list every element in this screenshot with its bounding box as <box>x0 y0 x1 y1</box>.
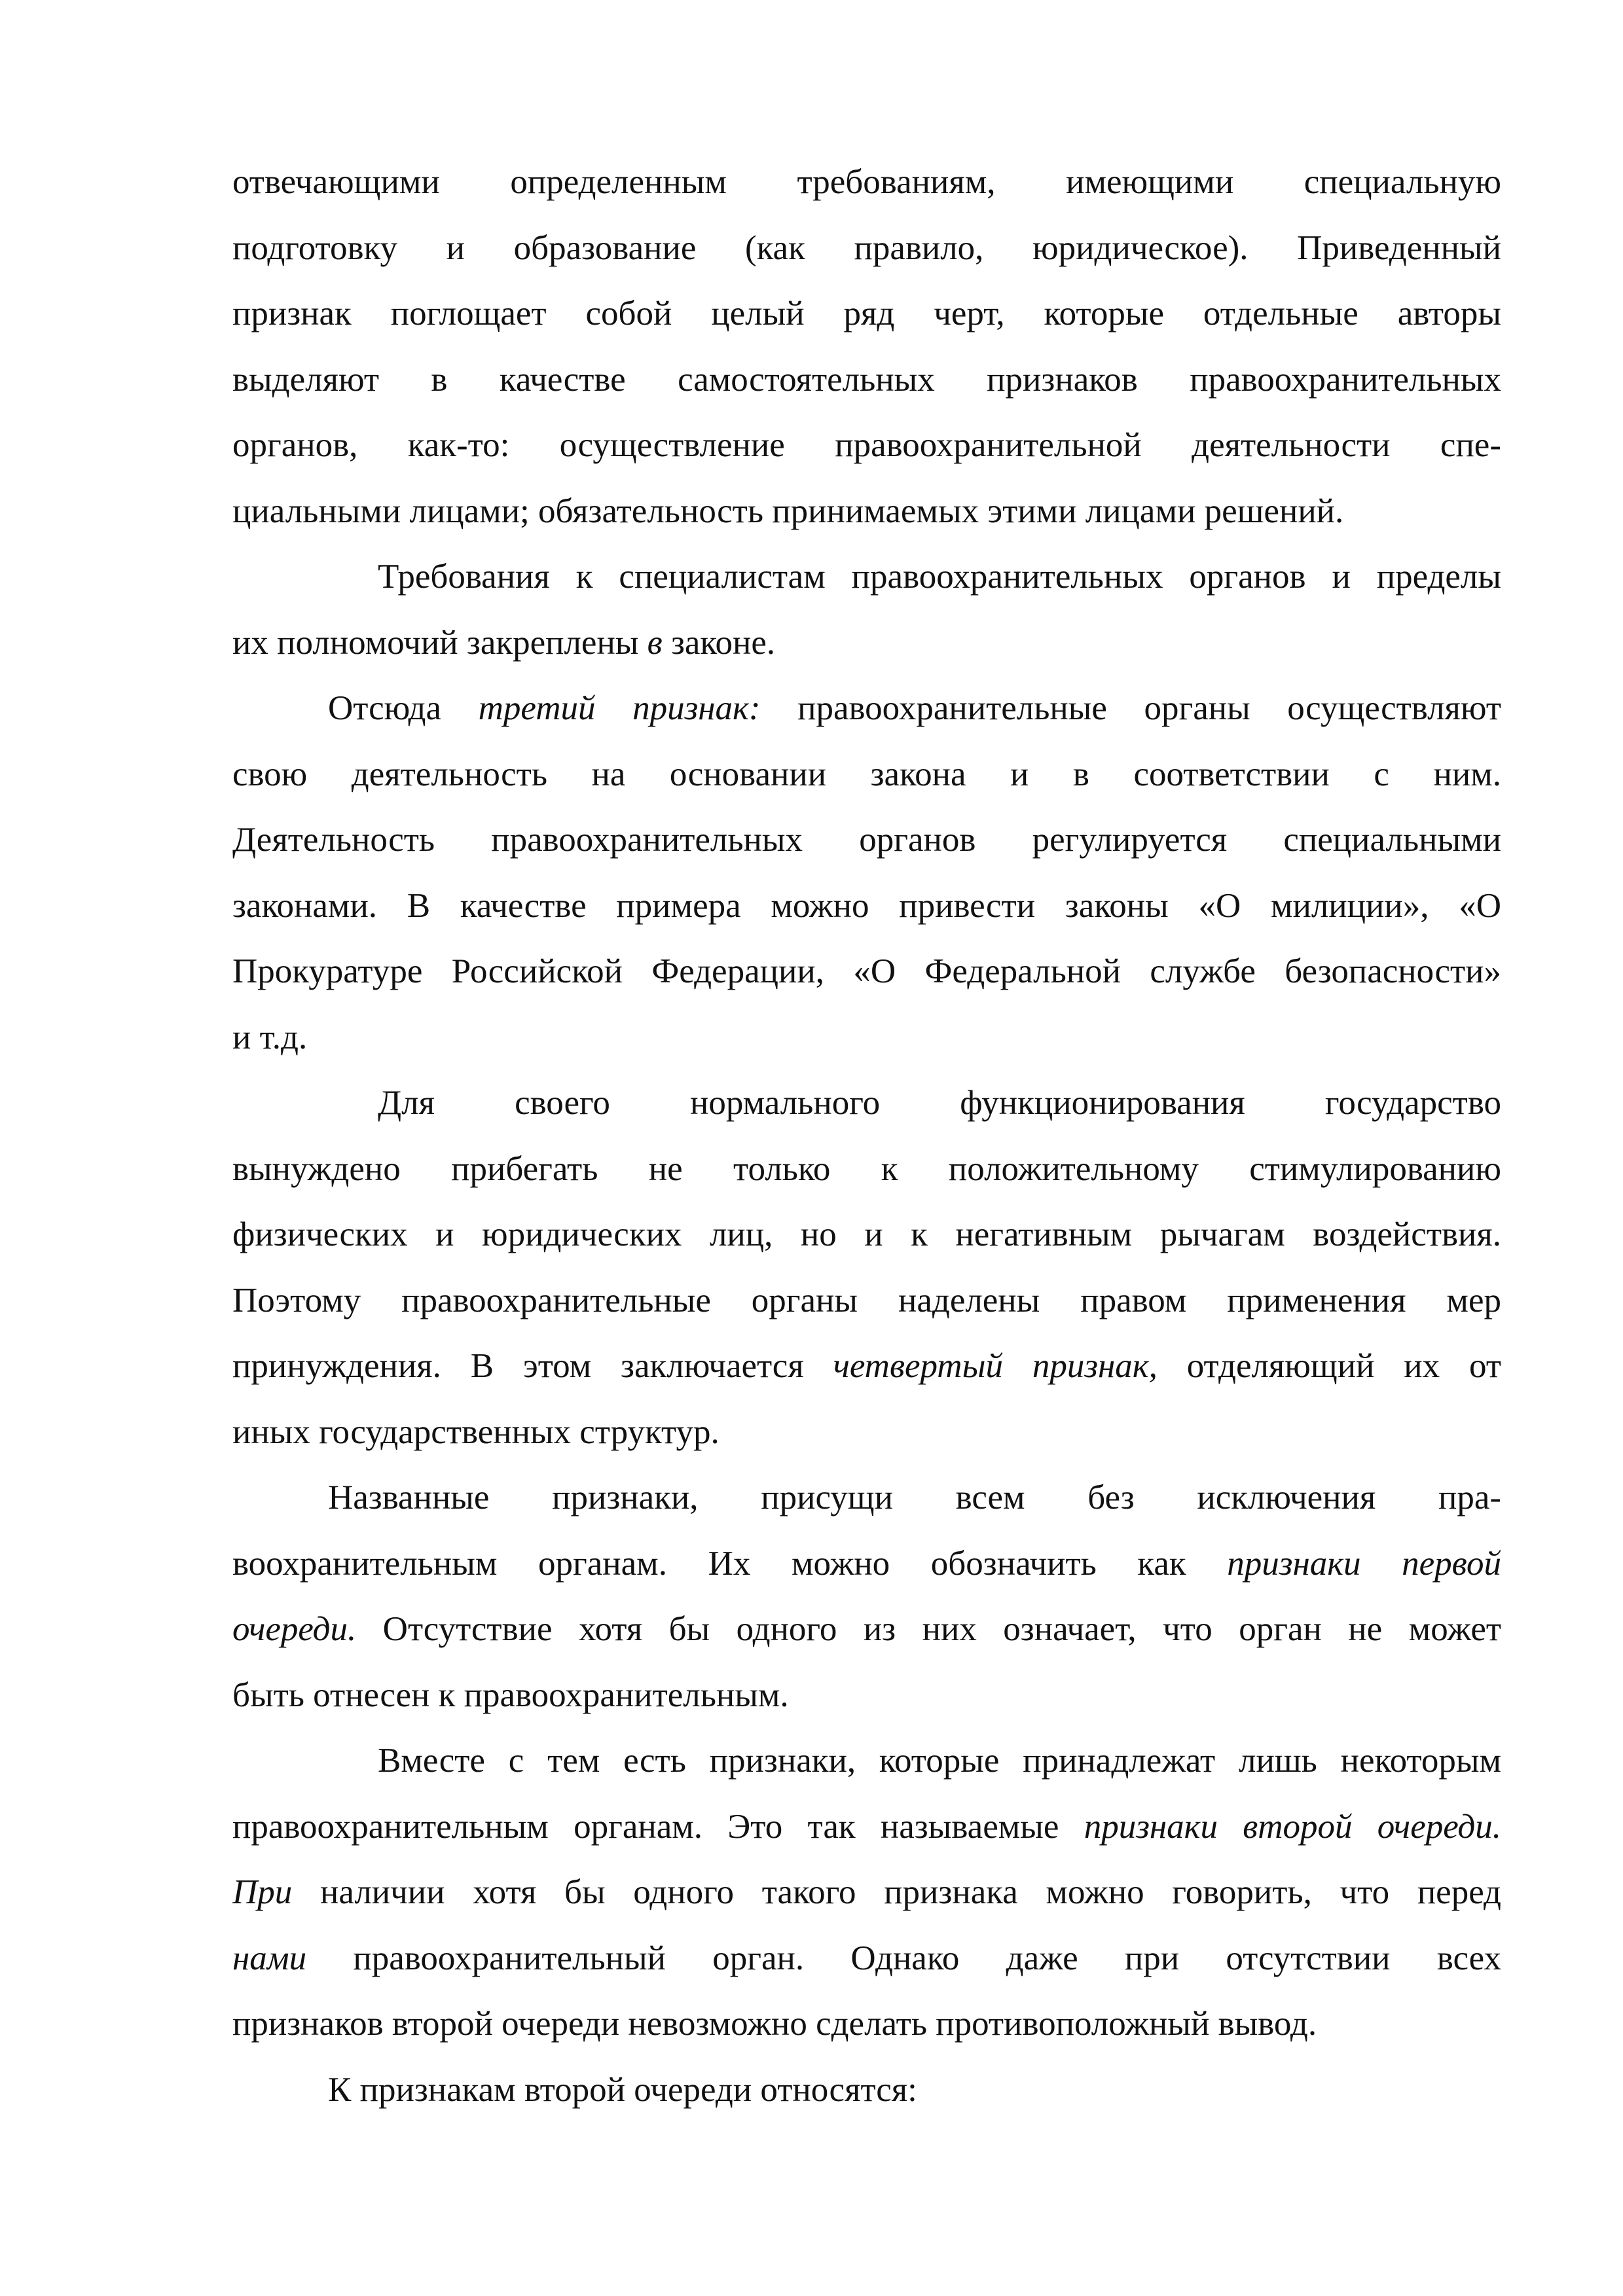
paragraph-1 <box>232 149 1501 544</box>
text-line <box>232 675 1501 742</box>
text-run: отделяющий их от <box>1157 1347 1501 1385</box>
text-run: правоохранительным органам. Это так называемые <box>232 1807 1084 1846</box>
text-line <box>232 1794 1501 1860</box>
italic-text: признаки второй очереди. <box>1084 1807 1502 1846</box>
text-line: признаков второй очереди невозможно сделать противоположный вывод. <box>232 2005 1317 2043</box>
text-line: Требования к специалистам правоохранительных органов и пределы <box>378 558 1501 596</box>
text-line: выделяют в качестве самостоятельных признаков правоохранительных <box>232 360 1501 399</box>
italic-text: При <box>232 1873 293 1911</box>
text-line: вынуждено прибегать не только к положительному стимулированию <box>232 1149 1501 1188</box>
text-line <box>232 610 1501 676</box>
text-line: Поэтому правоохранительные органы наделены правом применения мер <box>232 1281 1501 1319</box>
text-run: Отсюда <box>328 689 479 727</box>
text-run: правоохранительный орган. Однако даже при отсутствии всех <box>306 1939 1501 1977</box>
text-line <box>232 1859 1501 1926</box>
text-line <box>232 1531 1501 1597</box>
text-line: быть отнесен к правоохранительным. <box>232 1676 789 1714</box>
text-line: органов, как-то: осуществление правоохранительной деятельности спе- <box>232 426 1501 464</box>
paragraph-5 <box>232 1465 1501 1728</box>
paragraph-4 <box>232 1070 1501 1465</box>
italic-text: очереди. <box>232 1610 357 1648</box>
text-line: законами. В качестве примера можно привести законы «О милиции», «О <box>232 886 1501 925</box>
text-run: правоохранительные органы осуществляют <box>760 689 1501 727</box>
paragraph-6 <box>232 1728 1501 2057</box>
text-run: наличии хотя бы одного такого признака можно говорить, что перед <box>292 1873 1501 1911</box>
text-line <box>232 1596 1501 1662</box>
text-line: Для своего нормального функционирования государство <box>378 1084 1501 1122</box>
text-line: отвечающими определенным требованиям, имеющими специальную <box>232 163 1501 201</box>
text-line <box>232 1333 1501 1399</box>
text-line: Прокуратуре Российской Федерации, «О Федеральной службе безопасности» <box>232 952 1501 990</box>
italic-text: третий признак: <box>478 689 761 727</box>
paragraph-2 <box>232 544 1501 675</box>
document-page <box>232 149 1501 2123</box>
italic-text: признаки первой <box>1227 1544 1501 1583</box>
text-line <box>232 1926 1501 1992</box>
text-line: физических и юридических лиц, но и к негативным рычагам воздействия. <box>232 1215 1501 1253</box>
text-line: признак поглощает собой целый ряд черт, которые отдельные авторы <box>232 295 1501 332</box>
text-run: воохранительным органам. Их можно обозначить как <box>232 1544 1228 1583</box>
text-line: циальными лицами; обязательность принимаемых этими лицами решений. <box>232 492 1344 530</box>
paragraph-7 <box>232 2057 1501 2123</box>
italic-text: в <box>647 623 663 662</box>
text-line: иных государственных структур. <box>232 1412 720 1451</box>
italic-text: четвертый признак, <box>833 1347 1158 1385</box>
text-line: Вместе с тем есть признаки, которые принадлежат лишь некоторым <box>378 1742 1501 1780</box>
text-line: подготовку и образование (как правило, юридическое). Приведенный <box>232 228 1501 267</box>
text-line: Деятельность правоохранительных органов регулируется специальными <box>232 821 1501 859</box>
text-run: принуждения. В этом заключается <box>232 1347 833 1385</box>
text-line: Названные признаки, присущи всем без исключения пра- <box>328 1479 1501 1516</box>
text-run: Отсутствие хотя бы одного из них означает, что орган не может <box>356 1610 1501 1648</box>
text-line: К признакам второй очереди относятся: <box>328 2070 917 2109</box>
italic-text: нами <box>232 1939 307 1977</box>
text-run: законе. <box>662 623 776 662</box>
text-line: и т.д. <box>232 1018 308 1056</box>
text-run: их полномочий закреплены <box>232 623 647 662</box>
text-line: свою деятельность на основании закона и в соответствии с ним. <box>232 755 1501 793</box>
paragraph-3 <box>232 675 1501 1070</box>
